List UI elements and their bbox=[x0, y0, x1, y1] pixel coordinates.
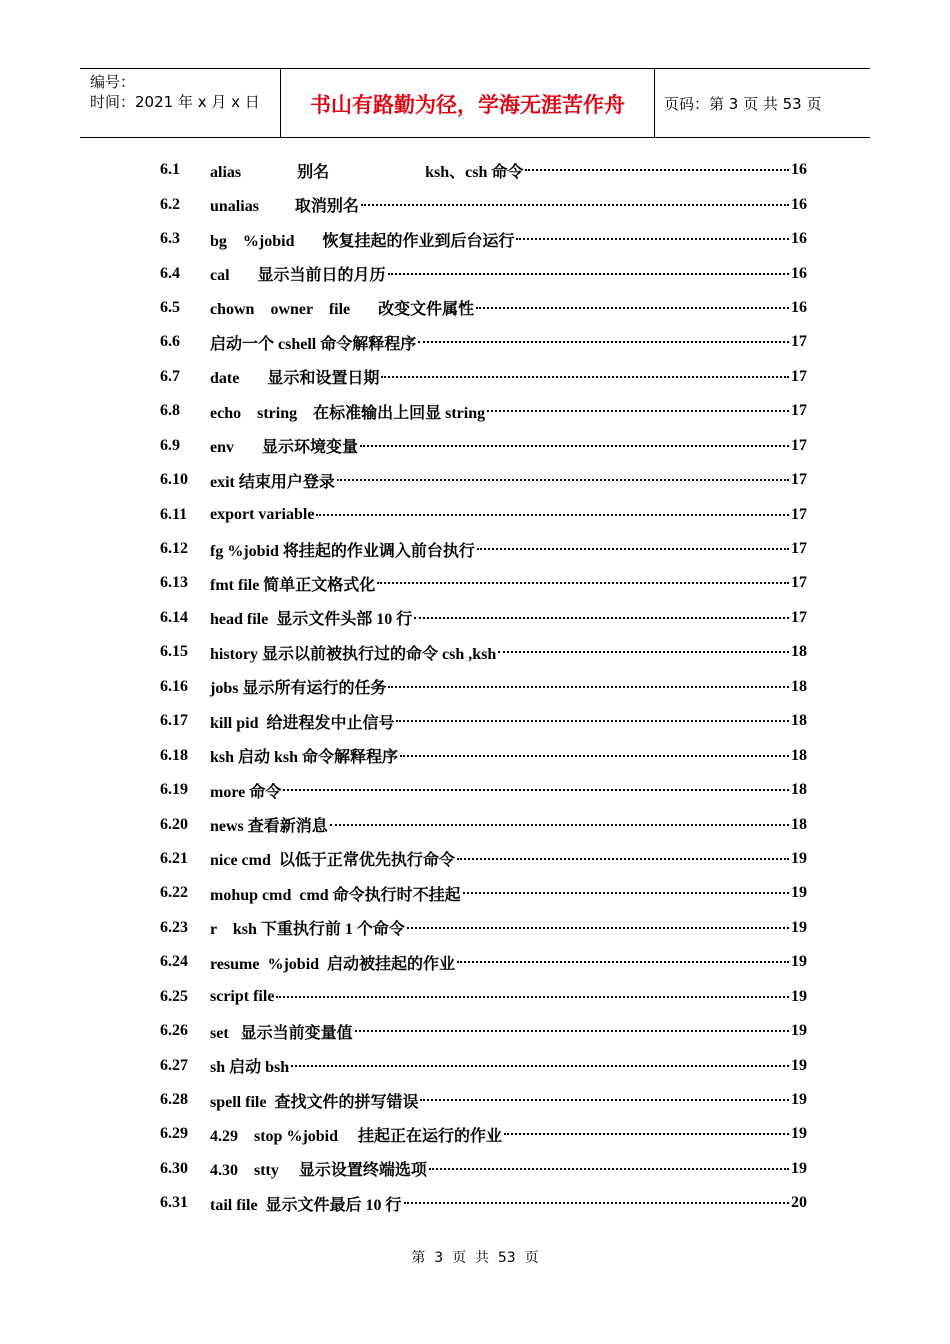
toc-entry-number: 6.9 bbox=[160, 436, 180, 454]
toc-dot-leader bbox=[377, 582, 789, 584]
toc-dot-leader bbox=[463, 892, 789, 894]
toc-entry-number: 6.27 bbox=[160, 1056, 188, 1074]
toc-entry-number: 6.31 bbox=[160, 1194, 188, 1212]
toc-entry-number: 6.30 bbox=[160, 1159, 188, 1177]
toc-entry-title: resume %jobid 启动被挂起的作业 bbox=[210, 955, 456, 973]
toc-entry-page: 18 bbox=[791, 712, 807, 730]
toc-entry-number: 6.7 bbox=[160, 367, 180, 385]
toc-dot-leader bbox=[404, 1202, 789, 1204]
toc-dot-leader bbox=[457, 858, 789, 860]
toc-entry-page: 19 bbox=[791, 918, 807, 936]
toc-entry-title: tail file 显示文件最后 10 行 bbox=[210, 1196, 402, 1214]
toc-entry-number: 6.25 bbox=[160, 987, 188, 1005]
toc-dot-leader bbox=[525, 169, 789, 171]
toc-entry-title: export variable bbox=[210, 505, 315, 523]
toc-entry-page: 19 bbox=[791, 1125, 807, 1143]
toc-dot-leader bbox=[316, 514, 789, 516]
toc-dot-leader bbox=[381, 376, 789, 378]
toc-dot-leader bbox=[276, 996, 789, 998]
toc-entry[interactable] bbox=[160, 670, 807, 704]
toc-entry-title: mohup cmd cmd 命令执行时不挂起 bbox=[210, 886, 461, 904]
toc-entry-number: 6.17 bbox=[160, 712, 188, 730]
toc-entry-number: 6.18 bbox=[160, 746, 188, 764]
toc-dot-leader bbox=[477, 548, 789, 550]
toc-entry-number: 6.6 bbox=[160, 333, 180, 351]
toc-entry[interactable] bbox=[160, 980, 807, 1014]
toc-entry-number: 6.10 bbox=[160, 471, 188, 489]
toc-entry-title: echo string 在标准输出上回显 string bbox=[210, 404, 486, 422]
toc-entry-title: cal 显示当前日的月历 bbox=[210, 267, 386, 285]
toc-entry-page: 17 bbox=[791, 608, 807, 626]
toc-entry[interactable] bbox=[160, 876, 807, 910]
toc-entry-page: 19 bbox=[791, 1159, 807, 1177]
toc-entry[interactable] bbox=[160, 256, 807, 290]
toc-entry-page: 18 bbox=[791, 643, 807, 661]
toc-entry[interactable] bbox=[160, 394, 807, 428]
toc-entry-title: chown owner file 改变文件属性 bbox=[210, 301, 475, 319]
toc-entry-number: 6.4 bbox=[160, 264, 180, 282]
toc-dot-leader bbox=[400, 755, 789, 757]
toc-entry[interactable] bbox=[160, 1152, 807, 1186]
page-header bbox=[80, 68, 870, 138]
toc-entry-page: 19 bbox=[791, 1091, 807, 1109]
toc-entry[interactable] bbox=[160, 187, 807, 221]
toc-entry-title: set 显示当前变量值 bbox=[210, 1024, 353, 1042]
toc-entry-page: 17 bbox=[791, 436, 807, 454]
toc-dot-leader bbox=[498, 651, 789, 653]
toc-entry-title: exit 结束用户登录 bbox=[210, 473, 335, 491]
header-page-cell bbox=[655, 69, 870, 137]
toc-entry-page: 19 bbox=[791, 1022, 807, 1040]
toc-entry-page: 16 bbox=[791, 161, 807, 179]
toc-entry-page: 19 bbox=[791, 884, 807, 902]
toc-entry[interactable] bbox=[160, 566, 807, 600]
toc-entry-title: fg %jobid 将挂起的作业调入前台执行 bbox=[210, 542, 475, 560]
toc-entry[interactable] bbox=[160, 773, 807, 807]
toc-entry-title: env 显示环境变量 bbox=[210, 439, 359, 457]
toc-dot-leader bbox=[429, 1168, 789, 1170]
toc-entry-number: 6.8 bbox=[160, 402, 180, 420]
toc-entry-title: jobs 显示所有运行的任务 bbox=[210, 680, 387, 698]
toc-entry-page: 17 bbox=[791, 367, 807, 385]
toc-entry-page: 16 bbox=[791, 264, 807, 282]
toc-entry-number: 6.21 bbox=[160, 849, 188, 867]
toc-entry-number: 6.1 bbox=[160, 161, 180, 179]
toc-dot-leader bbox=[396, 720, 789, 722]
toc-dot-leader bbox=[388, 686, 789, 688]
toc-entry-page: 17 bbox=[791, 505, 807, 523]
table-of-contents bbox=[160, 153, 807, 1221]
toc-entry[interactable] bbox=[160, 635, 807, 669]
header-page-info: 页码：第 3 页 共 53 页 bbox=[664, 95, 822, 113]
toc-entry-number: 6.13 bbox=[160, 574, 188, 592]
toc-dot-leader bbox=[388, 273, 789, 275]
document-number-label: 编号： bbox=[90, 73, 136, 91]
toc-entry-page: 19 bbox=[791, 849, 807, 867]
toc-entry-page: 16 bbox=[791, 195, 807, 213]
toc-entry-number: 6.22 bbox=[160, 884, 188, 902]
toc-dot-leader bbox=[291, 1065, 789, 1067]
toc-entry[interactable] bbox=[160, 911, 807, 945]
toc-dot-leader bbox=[476, 307, 789, 309]
toc-dot-leader bbox=[407, 927, 789, 929]
toc-entry-number: 6.28 bbox=[160, 1091, 188, 1109]
toc-entry-title: date 显示和设置日期 bbox=[210, 370, 380, 388]
toc-entry-title: r ksh 下重执行前 1 个命令 bbox=[210, 921, 405, 939]
toc-entry-page: 17 bbox=[791, 540, 807, 558]
page-footer: 第 3 页 共 53 页 bbox=[411, 1250, 539, 1266]
toc-entry[interactable] bbox=[160, 738, 807, 772]
toc-entry[interactable] bbox=[160, 291, 807, 325]
toc-entry-number: 6.3 bbox=[160, 230, 180, 248]
toc-entry[interactable] bbox=[160, 842, 807, 876]
toc-entry-number: 6.26 bbox=[160, 1022, 188, 1040]
toc-entry-number: 6.5 bbox=[160, 298, 180, 316]
toc-dot-leader bbox=[361, 204, 789, 206]
toc-entry-page: 18 bbox=[791, 781, 807, 799]
toc-entry-page: 16 bbox=[791, 230, 807, 248]
toc-entry-number: 6.14 bbox=[160, 608, 188, 626]
toc-dot-leader bbox=[414, 617, 789, 619]
toc-entry[interactable] bbox=[160, 325, 807, 359]
toc-dot-leader bbox=[337, 479, 789, 481]
toc-entry-title: history 显示以前被执行过的命令 csh ,ksh bbox=[210, 645, 497, 663]
toc-dot-leader bbox=[504, 1133, 789, 1135]
toc-entry-number: 6.29 bbox=[160, 1125, 188, 1143]
toc-entry-title: 4.30 stty 显示设置终端选项 bbox=[210, 1162, 427, 1180]
toc-entry[interactable] bbox=[160, 360, 807, 394]
toc-entry-title: 启动一个 cshell 命令解释程序 bbox=[210, 335, 417, 353]
toc-entry[interactable] bbox=[160, 1117, 807, 1151]
toc-entry-page: 17 bbox=[791, 471, 807, 489]
document-time-label: 时间：2021 年 x 月 x 日 bbox=[90, 93, 260, 111]
toc-entry-title: spell file 查找文件的拼写错误 bbox=[210, 1093, 419, 1111]
toc-entry-number: 6.20 bbox=[160, 815, 188, 833]
toc-entry-number: 6.24 bbox=[160, 953, 188, 971]
header-meta-cell bbox=[80, 69, 281, 137]
toc-entry-number: 6.12 bbox=[160, 540, 188, 558]
toc-entry[interactable] bbox=[160, 497, 807, 531]
toc-entry-number: 6.16 bbox=[160, 677, 188, 695]
toc-entry-page: 20 bbox=[791, 1194, 807, 1212]
toc-entry-page: 17 bbox=[791, 402, 807, 420]
toc-entry-title: unalias 取消别名 bbox=[210, 198, 359, 216]
toc-entry[interactable] bbox=[160, 222, 807, 256]
toc-entry-number: 6.23 bbox=[160, 918, 188, 936]
toc-entry-title: news 查看新消息 bbox=[210, 818, 328, 836]
toc-entry-title: alias 别名 ksh、csh 命令 bbox=[210, 163, 524, 181]
toc-entry[interactable] bbox=[160, 532, 807, 566]
toc-entry[interactable] bbox=[160, 153, 807, 187]
toc-entry-title: nice cmd 以低于正常优先执行命令 bbox=[210, 852, 455, 870]
toc-entry[interactable] bbox=[160, 945, 807, 979]
toc-entry-page: 18 bbox=[791, 746, 807, 764]
toc-entry[interactable] bbox=[160, 1014, 807, 1048]
header-motto: 书山有路勤为径，学海无涯苦作舟 bbox=[310, 93, 625, 117]
toc-entry[interactable] bbox=[160, 807, 807, 841]
toc-entry-page: 19 bbox=[791, 987, 807, 1005]
toc-entry-page: 18 bbox=[791, 815, 807, 833]
toc-dot-leader bbox=[355, 1030, 789, 1032]
toc-dot-leader bbox=[487, 410, 789, 412]
toc-entry[interactable] bbox=[160, 463, 807, 497]
toc-entry-title: fmt file 简单正文格式化 bbox=[210, 576, 376, 594]
toc-dot-leader bbox=[457, 961, 789, 963]
toc-entry-title: 4.29 stop %jobid 挂起正在运行的作业 bbox=[210, 1127, 503, 1145]
toc-entry-title: bg %jobid 恢复挂起的作业到后台运行 bbox=[210, 232, 515, 250]
toc-entry-title: head file 显示文件头部 10 行 bbox=[210, 611, 413, 629]
toc-entry-title: sh 启动 bsh bbox=[210, 1059, 290, 1077]
toc-entry[interactable] bbox=[160, 1186, 807, 1220]
toc-entry-page: 19 bbox=[791, 953, 807, 971]
toc-entry-number: 6.11 bbox=[160, 505, 188, 523]
toc-entry[interactable] bbox=[160, 429, 807, 463]
toc-entry-page: 17 bbox=[791, 574, 807, 592]
toc-entry-number: 6.2 bbox=[160, 195, 180, 213]
toc-dot-leader bbox=[330, 824, 789, 826]
toc-entry-number: 6.19 bbox=[160, 781, 188, 799]
toc-dot-leader bbox=[420, 1099, 789, 1101]
toc-entry-title: ksh 启动 ksh 命令解释程序 bbox=[210, 749, 399, 767]
toc-entry-number: 6.15 bbox=[160, 643, 188, 661]
toc-entry[interactable] bbox=[160, 1048, 807, 1082]
toc-entry-title: script file bbox=[210, 987, 275, 1005]
toc-entry-title: kill pid 给进程发中止信号 bbox=[210, 714, 395, 732]
toc-entry-page: 17 bbox=[791, 333, 807, 351]
toc-dot-leader bbox=[516, 238, 789, 240]
toc-dot-leader bbox=[283, 789, 789, 791]
toc-entry[interactable] bbox=[160, 601, 807, 635]
toc-dot-leader bbox=[418, 341, 789, 343]
toc-entry[interactable] bbox=[160, 1083, 807, 1117]
toc-dot-leader bbox=[360, 445, 789, 447]
toc-entry-page: 18 bbox=[791, 677, 807, 695]
toc-entry[interactable] bbox=[160, 704, 807, 738]
toc-entry-page: 16 bbox=[791, 298, 807, 316]
toc-entry-page: 19 bbox=[791, 1056, 807, 1074]
header-motto-cell bbox=[281, 69, 655, 137]
toc-entry-title: more 命令 bbox=[210, 783, 282, 801]
